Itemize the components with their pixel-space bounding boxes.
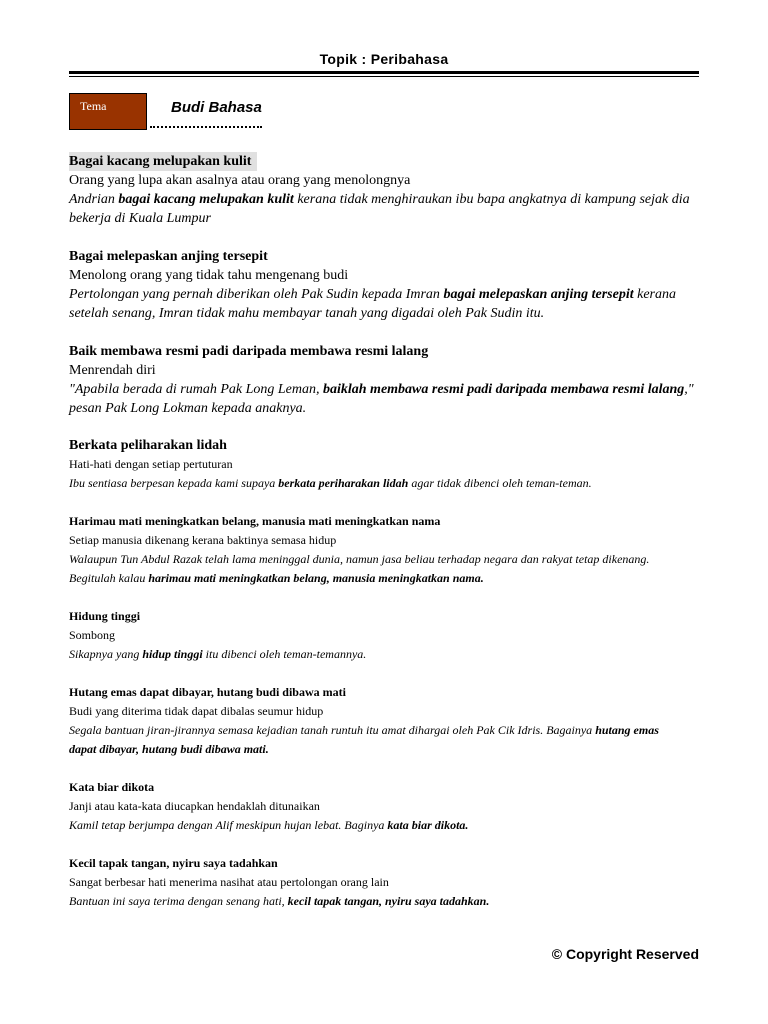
peribahasa-meaning: Sombong xyxy=(69,628,116,642)
peribahasa-term: Hutang emas dapat dibayar, hutang budi dibawa mati xyxy=(69,685,346,699)
peribahasa-meaning: Sangat berbesar hati menerima nasihat atau pertolongan orang lain xyxy=(69,875,389,889)
tema-title: Budi Bahasa xyxy=(171,99,262,116)
peribahasa-meaning: Menolong orang yang tidak tahu mengenang budi xyxy=(69,268,349,283)
peribahasa-example: Pertolongan yang pernah diberikan oleh Pak Sudin kepada Imran bagai melepaskan anjing tersepit kerana setelah senang, Imran tidak mahu membayar tanah yang digadai oleh Pak Sudin itu. xyxy=(69,287,677,321)
peribahasa-term: Hidung tinggi xyxy=(69,609,141,623)
peribahasa-meaning: Budi yang diterima tidak dapat dibalas seumur hidup xyxy=(69,704,324,718)
header-rule-thin xyxy=(69,76,699,77)
peribahasa-meaning: Janji atau kata-kata diucapkan hendaklah ditunaikan xyxy=(69,799,320,813)
peribahasa-term: Bagai kacang melupakan kulit xyxy=(69,152,257,171)
peribahasa-term: Berkata peliharakan lidah xyxy=(69,438,227,453)
peribahasa-example: Segala bantuan jiran-jirannya semasa kejadian tanah runtuh itu amat dihargai oleh Pak Cik Idris. Bagainya hutang emas dapat dibayar, hutang budi dibawa mati. xyxy=(69,723,659,756)
peribahasa-meaning: Hati-hati dengan setiap pertuturan xyxy=(69,457,233,471)
tema-label: Tema xyxy=(80,99,107,113)
peribahasa-term: Baik membawa resmi padi daripada membawa resmi lalang xyxy=(69,344,429,359)
peribahasa-example: Bantuan ini saya terima dengan senang hati, kecil tapak tangan, nyiru saya tadahkan. xyxy=(69,894,490,908)
tema-dotted-underline xyxy=(150,126,262,128)
peribahasa-term: Kecil tapak tangan, nyiru saya tadahkan xyxy=(69,856,278,870)
peribahasa-term: Bagai melepaskan anjing tersepit xyxy=(69,249,268,264)
peribahasa-example: Andrian bagai kacang melupakan kulit kerana tidak menghiraukan ibu bapa angkatnya di kampung sejak dia bekerja di Kuala Lumpur xyxy=(69,192,690,226)
peribahasa-meaning: Menrendah diri xyxy=(69,363,156,378)
peribahasa-example: Sikapnya yang hidup tinggi itu dibenci oleh teman-temannya. xyxy=(69,647,367,661)
peribahasa-list xyxy=(69,152,709,911)
copyright-text: © Copyright Reserved xyxy=(551,946,699,962)
peribahasa-example: Walaupun Tun Abdul Razak telah lama meninggal dunia, namun jasa beliau terhadap negara dan rakyat tetap dikenang. Begitulah kalau harimau mati meningkatkan belang, manusia meningkatkan nama. xyxy=(69,552,650,585)
peribahasa-meaning: Orang yang lupa akan asalnya atau orang yang menolongnya xyxy=(69,173,411,188)
peribahasa-entry xyxy=(69,778,709,835)
peribahasa-entry xyxy=(69,342,709,418)
peribahasa-meaning: Setiap manusia dikenang kerana baktinya semasa hidup xyxy=(69,533,337,547)
page-title: Topik : Peribahasa xyxy=(319,51,449,67)
peribahasa-term: Kata biar dikota xyxy=(69,780,155,794)
peribahasa-entry xyxy=(69,247,709,323)
tema-box xyxy=(69,93,147,130)
peribahasa-term: Harimau mati meningkatkan belang, manusia mati meningkatkan nama xyxy=(69,514,441,528)
header-rule-thick xyxy=(69,71,699,74)
peribahasa-entry-body xyxy=(69,455,709,493)
peribahasa-entry xyxy=(69,436,709,455)
peribahasa-example: "Apabila berada di rumah Pak Long Leman, baiklah membawa resmi padi daripada membawa resmi lalang," pesan Pak Long Lokman kepada anaknya. xyxy=(69,382,694,416)
peribahasa-example: Kamil tetap berjumpa dengan Alif meskipun hujan lebat. Baginya kata biar dikota. xyxy=(69,818,469,832)
peribahasa-entry xyxy=(69,607,709,664)
peribahasa-entry xyxy=(69,512,709,588)
peribahasa-example: Ibu sentiasa berpesan kepada kami supaya berkata periharakan lidah agar tidak dibenci oleh teman-teman. xyxy=(69,476,592,490)
peribahasa-entry xyxy=(69,854,709,911)
peribahasa-entry xyxy=(69,152,709,228)
peribahasa-entry xyxy=(69,683,709,759)
